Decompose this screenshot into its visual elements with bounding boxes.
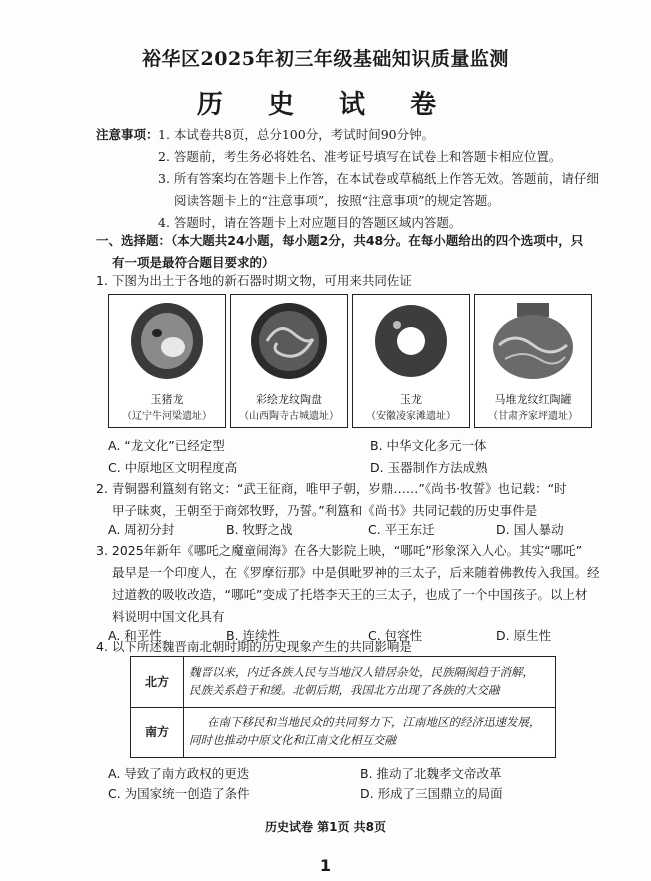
q4-table [130, 656, 556, 758]
q1-option-b[interactable]: B. 中华文化多元一体 [370, 438, 487, 453]
notes-label: 注意事项： [96, 127, 159, 142]
artifact-site: （辽宁牛河梁遗址） [122, 411, 212, 422]
q3-option-d[interactable]: D. 原生性 [496, 628, 552, 643]
section-heading [96, 230, 632, 274]
dragon-plate-image [231, 295, 347, 385]
artifact-site: （山西陶寺古城遗址） [239, 411, 339, 422]
artifact-name: 玉猪龙 [150, 393, 184, 406]
q1-option-c[interactable]: C. 中原地区文明程度高 [108, 460, 238, 475]
artifact-site: （安徽凌家滩遗址） [366, 411, 456, 422]
q4-row-head-south: 南方 [144, 725, 169, 739]
q3-line-1: 3. 2025年新年《哪吒之魔童闹海》在各大影院上映，“哪吒”形象深入人心。其实“哪吒” [96, 543, 583, 558]
q4-option-b[interactable]: B. 推动了北魏孝文帝改革 [360, 766, 502, 781]
artifact-site: （甘肃齐家坪遗址） [488, 411, 578, 422]
q1-artifact-row [108, 294, 590, 426]
q2-option-c[interactable]: C. 平王东迁 [368, 522, 435, 537]
q4-stem: 4. 以下所述魏晋南北朝时期的历史现象产生的共同影响是 [96, 639, 412, 654]
note-line-3-cont: 阅读答题卡上的“注意事项”，按照“注意事项”的规定答题。 [174, 193, 500, 208]
q3-option-b[interactable]: B. 连续性 [226, 628, 281, 643]
artifact-name: 彩绘龙纹陶盘 [256, 393, 322, 406]
q4-row-north-line2: 民族关系趋于和缓。北朝后期，我国北方出现了各族的大交融 [189, 683, 500, 697]
exam-subtitle: 裕华区2025年初三年级基础知识质量监测 [142, 48, 509, 70]
dragon-jar-image [475, 295, 591, 385]
section-line-2: 有一项是最符合题目要求的） [112, 255, 275, 270]
q2-option-b[interactable]: B. 牧野之战 [226, 522, 293, 537]
note-line-4: 4. 答题时，请在答题卡上对应题目的答题区域内答题。 [158, 215, 462, 230]
note-line-2: 2. 答题前，考生务必将姓名、准考证号填写在试卷上和答题卡相应位置。 [158, 149, 562, 164]
q1-stem: 1. 下图为出土于各地的新石器时期文物，可用来共同佐证 [96, 273, 412, 288]
q4-option-a[interactable]: A. 导致了南方政权的更迭 [108, 766, 250, 781]
exam-title: 历 史 试 卷 [196, 90, 455, 120]
q4-option-c[interactable]: C. 为国家统一创造了条件 [108, 786, 250, 801]
artifact-name: 玉龙 [400, 393, 422, 406]
q4-row-south-line2: 同时也推动中原文化和江南文化相互交融 [189, 733, 396, 747]
q2-line-2: 甲子昧爽，王朝至于商郊牧野，乃誓。”利簋和《尚书》共同记载的历史事件是 [112, 503, 538, 518]
q4-row-north-line1: 魏晋以来，内迁各族人民与当地汉人错居杂处，民族隔阂趋于消解， [189, 665, 534, 679]
page-number: 1 [319, 856, 332, 875]
q4-row-south-line1: 在南下移民和当地民众的共同努力下，江南地区的经济迅速发展， [207, 715, 541, 729]
note-line-3: 3. 所有答案均在答题卡上作答，在本试卷或草稿纸上作答无效。答题前，请仔细 [158, 171, 599, 186]
q2-line-1: 2. 青铜器利簋刻有铭文：“武王征商，唯甲子朝，岁鼎……”《尚书·牧誓》也记载：“时 [96, 481, 567, 496]
artifact-jade-dragon [352, 294, 470, 428]
q4-row-head-north: 北方 [144, 675, 169, 689]
q3-line-2: 最早是一个印度人，在《罗摩衍那》中是俱毗罗神的三太子，后来随着佛教传入我国。经 [112, 565, 600, 580]
q3-line-3: 过道教的吸收改造，“哪吒”变成了托塔李天王的三太子，也成了一个中国孩子。以上材 [112, 587, 588, 602]
q2-option-a[interactable]: A. 周初分封 [108, 522, 175, 537]
q1-option-d[interactable]: D. 玉器制作方法成熟 [370, 460, 488, 475]
q3-option-c[interactable]: C. 包容性 [368, 628, 423, 643]
q2-option-d[interactable]: D. 国人暴动 [496, 522, 564, 537]
q3-line-4: 料说明中国文化具有 [112, 609, 225, 624]
jade-dragon-image [353, 295, 469, 385]
artifact-painted-dragon-plate [230, 294, 348, 428]
artifact-dragon-pottery-jar [474, 294, 592, 428]
q4-option-d[interactable]: D. 形成了三国鼎立的局面 [360, 786, 503, 801]
note-line-1: 1. 本试卷共8页，总分100分，考试时间90分钟。 [158, 127, 435, 142]
artifact-name: 马堆龙纹红陶罐 [494, 393, 572, 406]
section-line-1: 一、选择题：（本大题共24小题，每小题2分，共48分。在每小题给出的四个选项中，只 [96, 233, 584, 248]
artifact-jade-pig-dragon [108, 294, 226, 428]
page-footer: 历史试卷 第1页 共8页 [264, 820, 387, 834]
q3-option-a[interactable]: A. 和平性 [108, 628, 162, 643]
jade-pig-dragon-image [109, 295, 225, 385]
q1-option-a[interactable]: A. “龙文化”已经定型 [108, 438, 225, 453]
